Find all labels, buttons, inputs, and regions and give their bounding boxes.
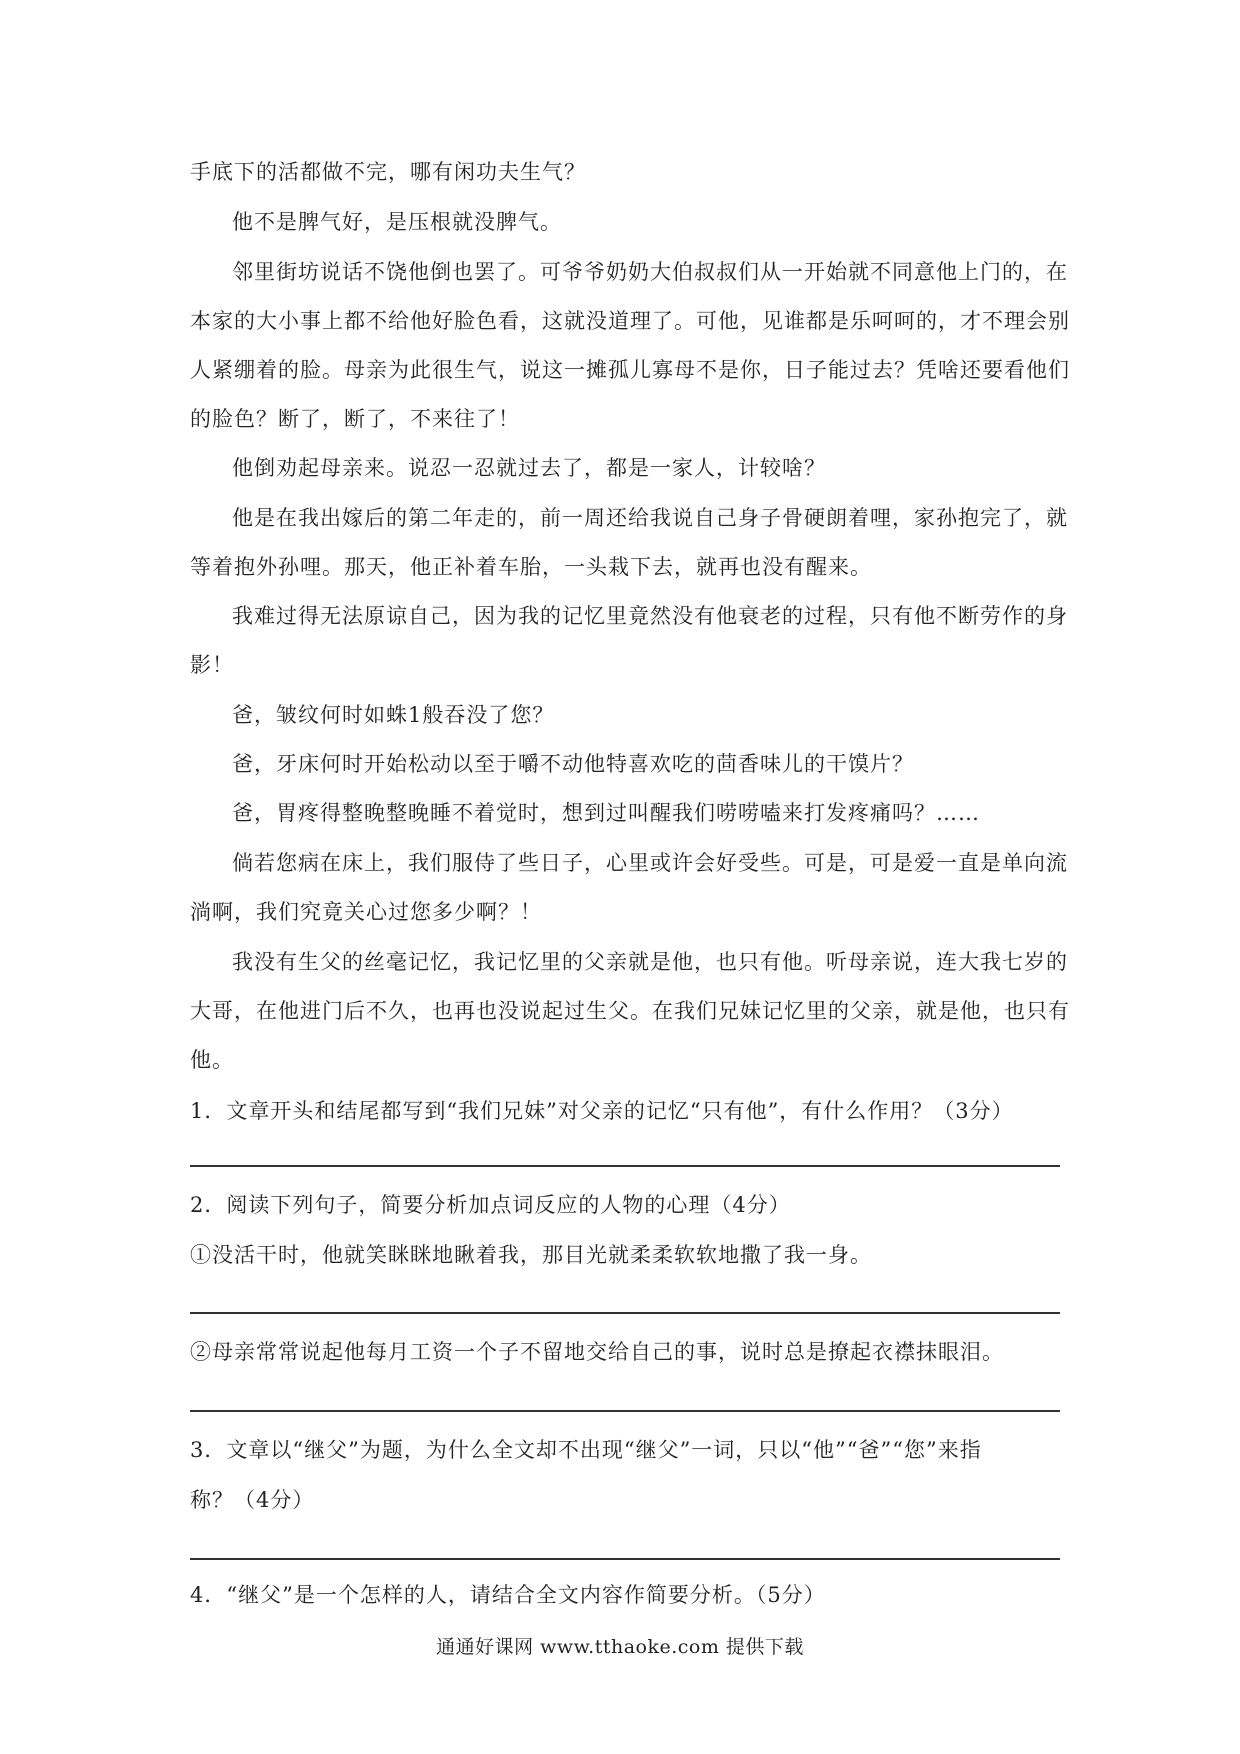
passage-line: 爸，胃疼得整晚整晚睡不着觉时，想到过叫醒我们唠唠嗑来打发疼痛吗？…… bbox=[232, 801, 980, 825]
passage-line: 邻里街坊说话不饶他倒也罢了。可爷爷奶奶大伯叔叔们从一开始就不同意他上门的，在 bbox=[232, 260, 1068, 284]
answer-line-1[interactable] bbox=[190, 1165, 1060, 1167]
question-4: 4．“继父”是一个怎样的人，请结合全文内容作简要分析。（5分） bbox=[190, 1583, 826, 1607]
passage-line: 他不是脾气好，是压根就没脾气。 bbox=[232, 210, 562, 234]
question-3-line-1: 3．文章以“继父”为题，为什么全文却不出现“继父”一词，只以“他”“爸”“您”来指 bbox=[190, 1438, 982, 1462]
passage-line: 他。 bbox=[190, 1048, 234, 1072]
answer-line-2b[interactable] bbox=[190, 1410, 1060, 1412]
passage-line: 的脸色？断了，断了，不来往了！ bbox=[190, 407, 520, 431]
passage-line: 大哥，在他进门后不久，也再也没说起过生父。在我们兄妹记忆里的父亲，就是他，也只有 bbox=[190, 999, 1070, 1023]
passage-line: 爸，皱纹何时如蛛1般吞没了您？ bbox=[232, 703, 555, 727]
question-3-line-2: 称？（4分） bbox=[190, 1488, 315, 1512]
question-1: 1．文章开头和结尾都写到“我们兄妹”对父亲的记忆“只有他”，有什么作用？（3分） bbox=[190, 1099, 1014, 1123]
page-footer: 通通好课网 www.tthaoke.com 提供下载 bbox=[436, 1636, 804, 1658]
passage-line: 等着抱外孙哩。那天，他正补着车胎，一头栽下去，就再也没有醒来。 bbox=[190, 555, 872, 579]
passage-line: 我没有生父的丝毫记忆，我记忆里的父亲就是他，也只有他。听母亲说，连大我七岁的 bbox=[232, 950, 1068, 974]
passage-line: 手底下的活都做不完，哪有闲功夫生气？ bbox=[190, 160, 586, 184]
passage-line: 倘若您病在床上，我们服侍了些日子，心里或许会好受些。可是，可是爱一直是单向流 bbox=[232, 851, 1068, 875]
passage-line: 人紧绷着的脸。母亲为此很生气，说这一摊孤儿寡母不是你，日子能过去？凭啥还要看他们 bbox=[190, 358, 1070, 382]
passage-line: 他倒劝起母亲来。说忍一忍就过去了，都是一家人，计较啥？ bbox=[232, 456, 826, 480]
passage-line: 本家的大小事上都不给他好脸色看，这就没道理了。可他，见谁都是乐呵呵的，才不理会别 bbox=[190, 309, 1070, 333]
answer-line-3[interactable] bbox=[190, 1558, 1060, 1560]
answer-line-2a[interactable] bbox=[190, 1312, 1060, 1314]
question-2: 2．阅读下列句子，简要分析加点词反应的人物的心理（4分） bbox=[190, 1193, 791, 1217]
passage-line: 我难过得无法原谅自己，因为我的记忆里竟然没有他衰老的过程，只有他不断劳作的身 bbox=[232, 604, 1068, 628]
passage-line: 影！ bbox=[190, 653, 234, 677]
question-2-sentence-1: ①没活干时，他就笑眯眯地瞅着我，那目光就柔柔软软地撒了我一身。 bbox=[190, 1243, 872, 1267]
passage-line: 淌啊，我们究竟关心过您多少啊？！ bbox=[190, 900, 542, 924]
passage-line: 他是在我出嫁后的第二年走的，前一周还给我说自己身子骨硬朗着哩，家孙抱完了，就 bbox=[232, 506, 1068, 530]
question-2-sentence-2: ②母亲常常说起他每月工资一个子不留地交给自己的事，说时总是撩起衣襟抹眼泪。 bbox=[190, 1340, 1004, 1364]
passage-line: 爸，牙床何时开始松动以至于嚼不动他特喜欢吃的茴香味儿的干馍片？ bbox=[232, 752, 914, 776]
